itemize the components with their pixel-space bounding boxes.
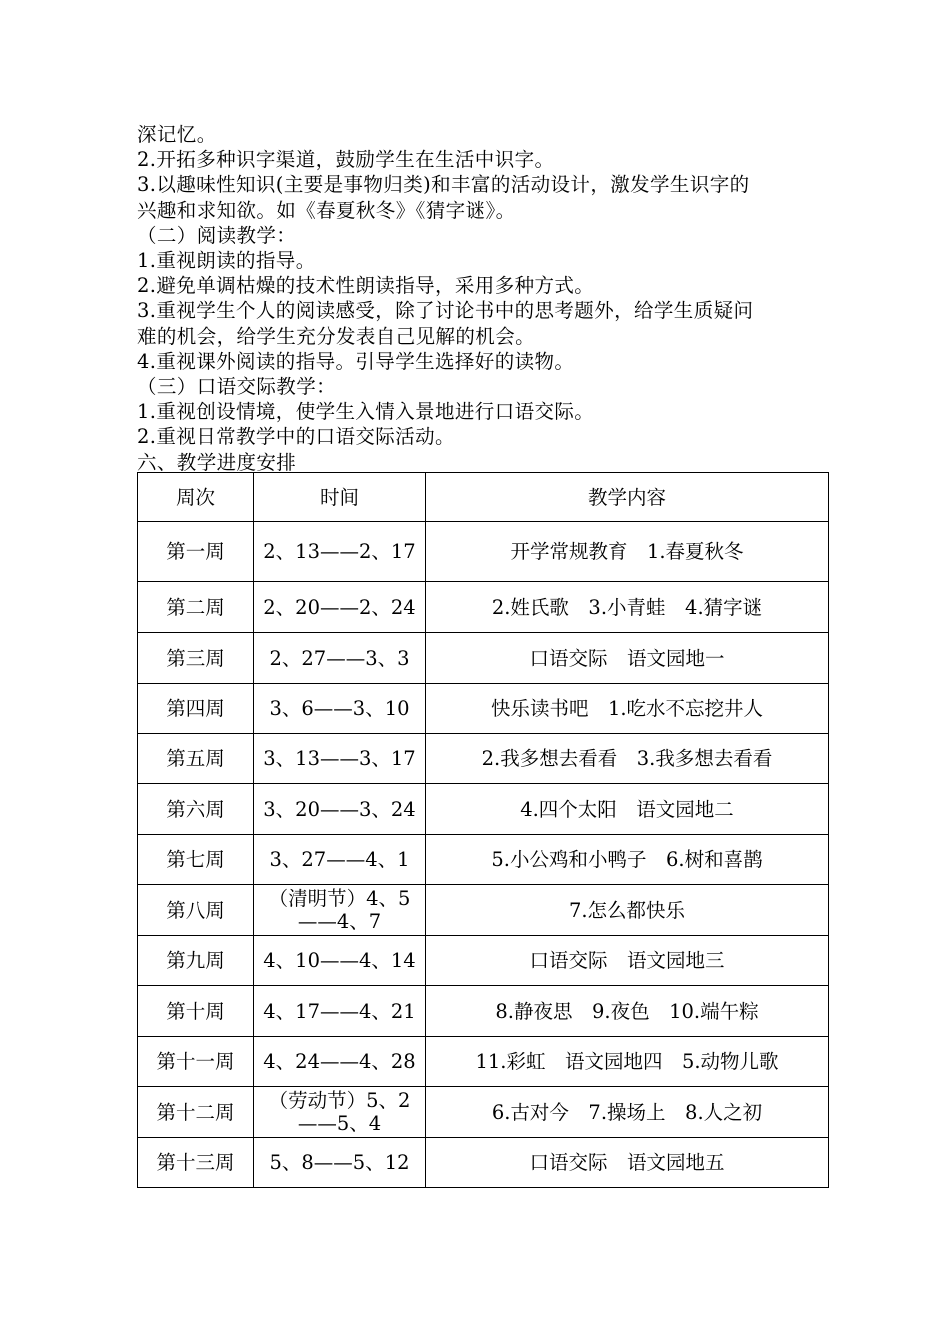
week-cell: 第一周 (138, 522, 254, 582)
time-cell (254, 1138, 426, 1188)
content-cell: 2.姓氏歌 3.小青蛙 4.猜字谜 (426, 582, 829, 633)
time-cell (254, 835, 426, 885)
week-cell: 第十三周 (138, 1138, 254, 1188)
time-line: ——4、7 (297, 910, 382, 933)
week-cell: 第十周 (138, 986, 254, 1037)
paragraph-line: 难的机会，给学生充分发表自己见解的机会。 (137, 324, 536, 348)
time-line: 5、8——5、12 (269, 1151, 410, 1174)
week-cell: 第九周 (138, 936, 254, 986)
schedule-table (137, 472, 829, 1188)
time-line: 3、6——3、10 (269, 697, 410, 720)
time-line: 4、24——4、28 (263, 1050, 416, 1073)
table-row (138, 835, 829, 885)
week-cell: 第三周 (138, 633, 254, 684)
content-cell: 快乐读书吧 1.吃水不忘挖井人 (426, 684, 829, 734)
content-cell: 5.小公鸡和小鸭子 6.树和喜鹊 (426, 835, 829, 885)
time-cell (254, 784, 426, 835)
paragraph-line: 3.以趣味性知识(主要是事物归类)和丰富的活动设计，激发学生识字的 (137, 173, 750, 197)
week-cell: 第四周 (138, 684, 254, 734)
content-cell: 11.彩虹 语文园地四 5.动物儿歌 (426, 1037, 829, 1087)
paragraph-line: 1.重视创设情境，使学生入情入景地进行口语交际。 (137, 400, 595, 424)
content-cell: 开学常规教育 1.春夏秋冬 (426, 522, 829, 582)
time-cell (254, 633, 426, 684)
time-cell (254, 986, 426, 1037)
time-line: 3、20——3、24 (263, 797, 416, 821)
time-cell (254, 582, 426, 633)
section-heading-oral: （三）口语交际教学： (137, 375, 337, 399)
section-heading-schedule: 六、教学进度安排 (137, 450, 297, 474)
week-cell: 第十一周 (138, 1037, 254, 1087)
document-body (137, 122, 837, 475)
paragraph-line: 4.重视课外阅读的指导。引导学生选择好的读物。 (137, 349, 575, 373)
time-cell (254, 684, 426, 734)
content-cell: 口语交际 语文园地三 (426, 936, 829, 986)
paragraph-line: 2.重视日常教学中的口语交际活动。 (137, 425, 455, 449)
table-row (138, 1037, 829, 1087)
time-line: 3、13——3、17 (263, 747, 416, 770)
table-row (138, 582, 829, 633)
paragraph-line: 兴趣和求知欲。如《春夏秋冬》《猜字谜》。 (137, 198, 516, 222)
table-row (138, 522, 829, 582)
week-cell: 第十二周 (138, 1087, 254, 1138)
table-row (138, 885, 829, 936)
header-content: 教学内容 (426, 473, 829, 522)
table-header-row (138, 473, 829, 522)
content-cell: 8.静夜思 9.夜色 10.端午粽 (426, 986, 829, 1037)
time-line: 2、13——2、17 (263, 540, 416, 563)
table-row (138, 734, 829, 784)
week-cell: 第二周 (138, 582, 254, 633)
time-cell (254, 936, 426, 986)
paragraph-line: 3.重视学生个人的阅读感受，除了讨论书中的思考题外，给学生质疑问 (137, 299, 754, 323)
week-cell: 第八周 (138, 885, 254, 936)
time-line: 3、27——4、1 (269, 848, 410, 871)
time-line: 4、17——4、21 (263, 999, 416, 1023)
time-line: （清明节）4、5 (268, 887, 411, 910)
time-line: 4、10——4、14 (263, 949, 416, 972)
time-cell (254, 1037, 426, 1087)
table-row (138, 633, 829, 684)
content-cell: 口语交际 语文园地五 (426, 1138, 829, 1188)
table-row (138, 1087, 829, 1138)
table-row (138, 684, 829, 734)
content-cell: 4.四个太阳 语文园地二 (426, 784, 829, 835)
header-time: 时间 (254, 473, 426, 522)
paragraph-line: 2.避免单调枯燥的技术性朗读指导，采用多种方式。 (137, 274, 595, 298)
content-cell: 口语交际 语文园地一 (426, 633, 829, 684)
paragraph-line: 深记忆。 (137, 123, 217, 146)
paragraph-line: 2.开拓多种识字渠道，鼓励学生在生活中识字。 (137, 148, 555, 172)
time-cell (254, 734, 426, 784)
content-cell: 2.我多想去看看 3.我多想去看看 (426, 734, 829, 784)
time-line: 2、27——3、3 (269, 646, 410, 670)
week-cell: 第五周 (138, 734, 254, 784)
time-cell (254, 1087, 426, 1138)
time-cell (254, 885, 426, 936)
table-row (138, 1138, 829, 1188)
table-row (138, 936, 829, 986)
time-line: （劳动节）5、2 (268, 1089, 411, 1112)
table-row (138, 784, 829, 835)
header-week: 周次 (138, 473, 254, 522)
section-heading-reading: （二）阅读教学： (137, 223, 297, 247)
week-cell: 第七周 (138, 835, 254, 885)
week-cell: 第六周 (138, 784, 254, 835)
content-cell: 6.古对今 7.操场上 8.人之初 (426, 1087, 829, 1138)
time-line: 2、20——2、24 (263, 595, 416, 619)
content-cell: 7.怎么都快乐 (426, 885, 829, 936)
table-row (138, 986, 829, 1037)
time-cell (254, 522, 426, 582)
time-line: ——5、4 (297, 1112, 382, 1135)
paragraph-line: 1.重视朗读的指导。 (137, 249, 316, 273)
